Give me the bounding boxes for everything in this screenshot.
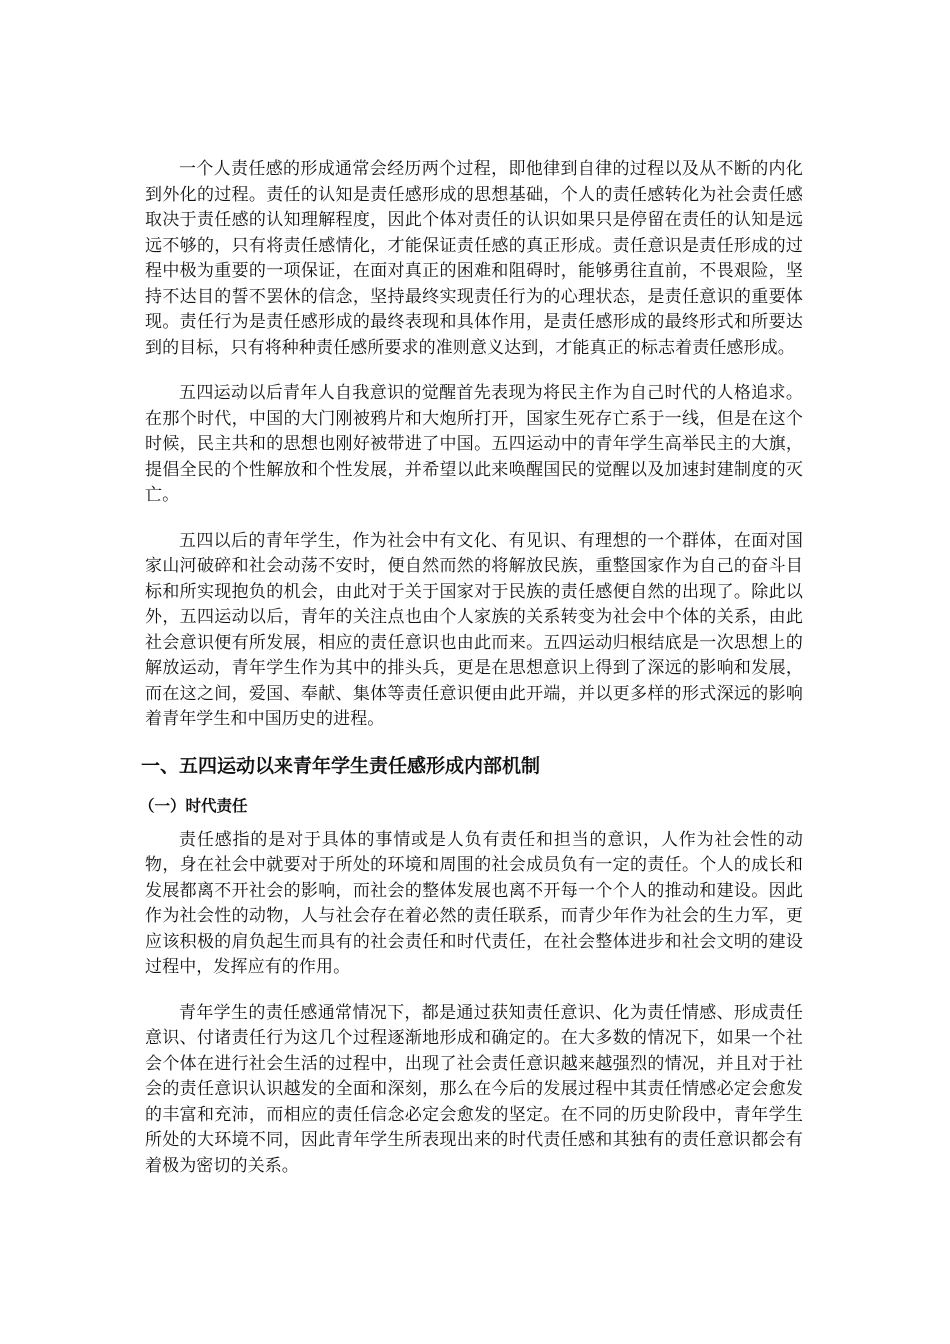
body-paragraph: 青年学生的责任感通常情况下，都是通过获知责任意识、化为责任情感、形成责任意识、付诸责任行为这几个过程逐渐地形成和确定的。在大多数的情况下，如果一个社会个体在进行社会生活的过程中，出现了社会责任意识越来越强烈的情况，并且对于社会的责任意识认识越发的全面和深刻，那么在今后的发展过程中其责任情感必定会愈发的丰富和充沛，而相应的责任信念必定会愈发的坚定。在不同的历史阶段中，青年学生所处的大环境不同，因此青年学生所表现出来的时代责任感和其独有的责任意识都会有着极为密切的关系。 (145, 1002, 803, 1176)
document-body (139, 157, 803, 1179)
body-paragraph: 责任感指的是对于具体的事情或是人负有责任和担当的意识，人作为社会性的动物，身在社会中就要对于所处的环境和周围的社会成员负有一定的责任。个人的成长和发展都离不开社会的影响，而社会的整体发展也离不开每一个个人的推动和建设。因此作为社会性的动物，人与社会存在着必然的责任联系，而青少年作为社会的生力军，更应该积极的肩负起生而具有的社会责任和时代责任，在社会整体进步和社会文明的建设过程中，发挥应有的作用。 (145, 829, 803, 977)
body-paragraph: 一个人责任感的形成通常会经历两个过程，即他律到自律的过程以及从不断的内化到外化的过程。责任的认知是责任感形成的思想基础，个人的责任感转化为社会责任感取决于责任感的认知理解程度，因此个体对责任的认识如果只是停留在责任的认知是远远不够的，只有将责任感情化，才能保证责任感的真正形成。责任意识是责任形成的过程中极为重要的一项保证，在面对真正的困难和阻碍时，能够勇往直前，不畏艰险，坚持不达目的誓不罢休的信念，坚持最终实现责任行为的心理状态，是责任意识的重要体现。责任行为是责任感形成的最终表现和具体作用，是责任感形成的最终形式和所要达到的目标，只有将种种责任感所要求的准则意义达到，才能真正的标志着责任感形成。 (145, 159, 803, 358)
subsection-heading: （一）时代责任 (139, 796, 248, 815)
section-heading: 一、五四运动以来青年学生责任感形成内部机制 (141, 754, 541, 777)
body-paragraph: 五四运动以后青年人自我意识的觉醒首先表现为将民主作为自己时代的人格追求。在那个时代，中国的大门刚被鸦片和大炮所打开，国家生死存亡系于一线，但是在这个时候，民主共和的思想也刚好被带进了中国。五四运动中的青年学生高举民主的大旗，提倡全民的个性解放和个性发展，并希望以此来唤醒国民的觉醒以及加速封建制度的灭亡。 (145, 383, 803, 505)
body-paragraph: 五四以后的青年学生，作为社会中有文化、有见识、有理想的一个群体，在面对国家山河破碎和社会动荡不安时，便自然而然的将解放民族，重整国家作为自己的奋斗目标和所实现抱负的机会，由此对于关于国家对于民族的责任感便自然的出现了。除此以外，五四运动以后，青年的关注点也由个人家族的关系转变为社会中个体的关系，由此社会意识便有所发展，相应的责任意识也由此而来。五四运动归根结底是一次思想上的解放运动，青年学生作为其中的排头兵，更是在思想意识上得到了深远的影响和发展，而在这之间，爱国、奉献、集体等责任意识便由此开端，并以更多样的形式深远的影响着青年学生和中国历史的进程。 (145, 530, 803, 729)
